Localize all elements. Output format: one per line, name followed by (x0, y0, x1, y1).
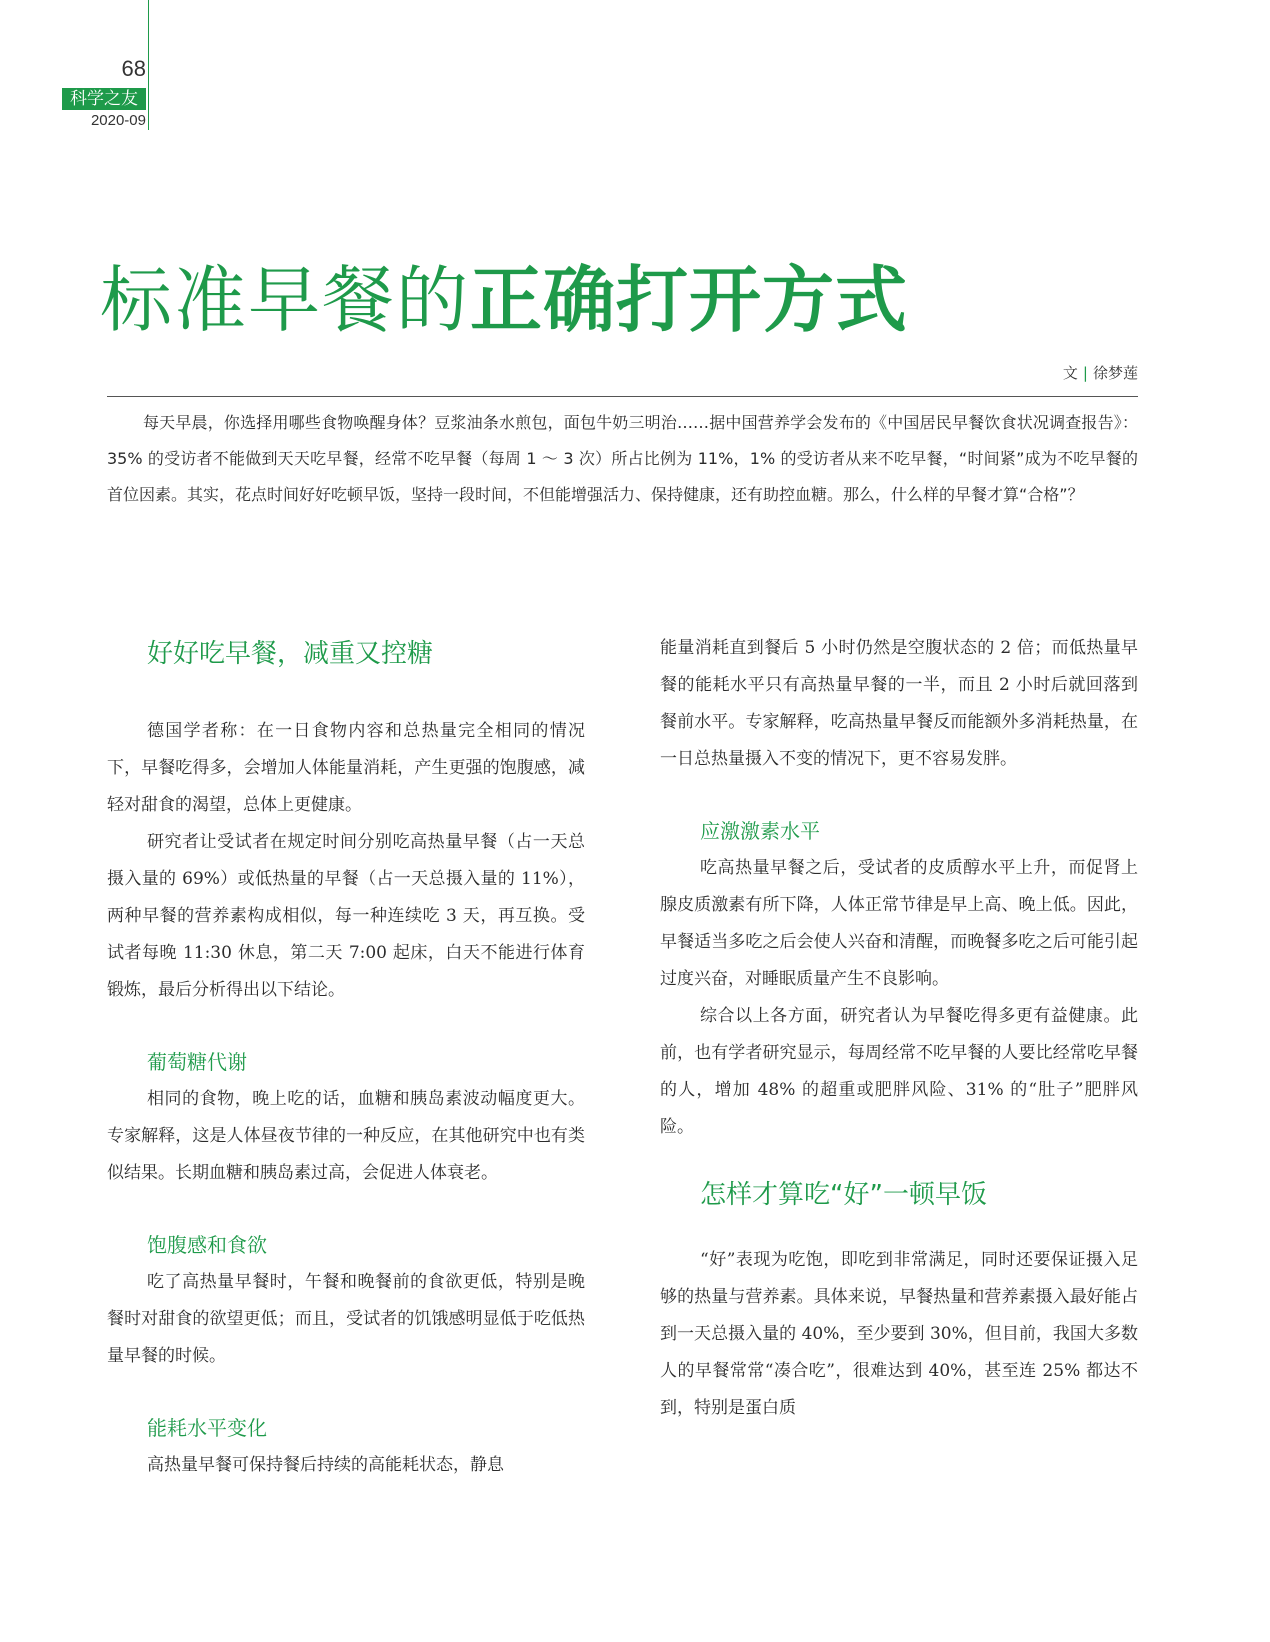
right-column (660, 630, 1138, 1427)
paragraph: 吃了高热量早餐时，午餐和晚餐前的食欲更低，特别是晚餐时对甜食的欲望更低；而且，受试者的饥饿感明显低于吃低热量早餐的时候。 (107, 1272, 585, 1366)
intro-paragraph: 每天早晨，你选择用哪些食物唤醒身体？豆浆油条水煎包，面包牛奶三明治……据中国营养学会发布的《中国居民早餐饮食状况调查报告》：35% 的受访者不能做到天天吃早餐，经常不吃早餐（每周 1 ～ 3 次）所占比例为 11%，1% 的受访者从来不吃早餐，“时间紧”成为不吃早餐的首位因素。其实，花点时间好好吃顿早饭，坚持一段时间，不但能增强活力、保持健康，还有助控血糖。那么，什么样的早餐才算“合格”？ (107, 413, 1138, 504)
byline (1063, 362, 1138, 383)
byline-separator: | (1082, 364, 1088, 382)
section-title-eat-breakfast: 好好吃早餐，减重又控糖 (147, 639, 434, 669)
intro-rule (107, 396, 1138, 397)
issue-date: 2020-09 (90, 112, 146, 129)
subheading-glucose: 葡萄糖代谢 (147, 1050, 247, 1074)
paragraph: “好”表现为吃饱，即吃到非常满足，同时还要保证摄入足够的热量与营养素。具体来说，早餐热量和营养素摄入最好能占到一天总摄入量的 40%，至少要到 30%，但目前，我国大多数人的早餐常常“凑合吃”，很难达到 40%，甚至连 25% 都达不到，特别是蛋白质 (660, 1250, 1138, 1418)
byline-label: 文 (1062, 364, 1078, 382)
article-title (100, 258, 908, 342)
byline-author: 徐梦莲 (1092, 364, 1138, 382)
subheading-satiety: 饱腹感和食欲 (147, 1233, 267, 1257)
paragraph: 综合以上各方面，研究者认为早餐吃得多更有益健康。此前，也有学者研究显示，每周经常不吃早餐的人要比经常吃早餐的人，增加 48% 的超重或肥胖风险、31% 的“肚子”肥胖风险。 (660, 1006, 1138, 1137)
page-number: 68 (121, 56, 146, 81)
header-rule (148, 0, 149, 130)
paragraph: 能量消耗直到餐后 5 小时仍然是空腹状态的 2 倍；而低热量早餐的能耗水平只有高热量早餐的一半，而且 2 小时后就回落到餐前水平。专家解释，吃高热量早餐反而能额外多消耗热量，在一日总热量摄入不变的情况下，更不容易发胖。 (660, 638, 1138, 769)
subheading-energy: 能耗水平变化 (147, 1416, 267, 1440)
paragraph: 高热量早餐可保持餐后持续的高能耗状态，静息 (147, 1455, 504, 1475)
paragraph: 相同的食物，晚上吃的话，血糖和胰岛素波动幅度更大。专家解释，这是人体昼夜节律的一种反应，在其他研究中也有类似结果。长期血糖和胰岛素过高，会促进人体衰老。 (107, 1089, 585, 1183)
section-title-good-breakfast: 怎样才算吃“好”一顿早饭 (700, 1180, 987, 1210)
paragraph: 德国学者称：在一日食物内容和总热量完全相同的情况下，早餐吃得多，会增加人体能量消耗，产生更强的饱腹感，减轻对甜食的渴望，总体上更健康。 (107, 721, 585, 815)
paragraph: 吃高热量早餐之后，受试者的皮质醇水平上升，而促肾上腺皮质激素有所下降，人体正常节律是早上高、晚上低。因此，早餐适当多吃之后会使人兴奋和清醒，而晚餐多吃之后可能引起过度兴奋，对睡眠质量产生不良影响。 (660, 858, 1138, 989)
left-column (107, 637, 585, 1484)
subheading-stress-hormone: 应激激素水平 (700, 819, 820, 843)
magazine-name: 科学之友 (62, 88, 146, 110)
title-bold-part: 正确打开方式 (470, 258, 909, 342)
title-light-part: 标准早餐的 (100, 258, 471, 342)
paragraph: 研究者让受试者在规定时间分别吃高热量早餐（占一天总摄入量的 69%）或低热量的早餐（占一天总摄入量的 11%），两种早餐的营养素构成相似，每一种连续吃 3 天，再互换。受试者每晚 11:30 休息，第二天 7:00 起床，白天不能进行体育锻炼，最后分析得出以下结论。 (107, 832, 585, 1000)
